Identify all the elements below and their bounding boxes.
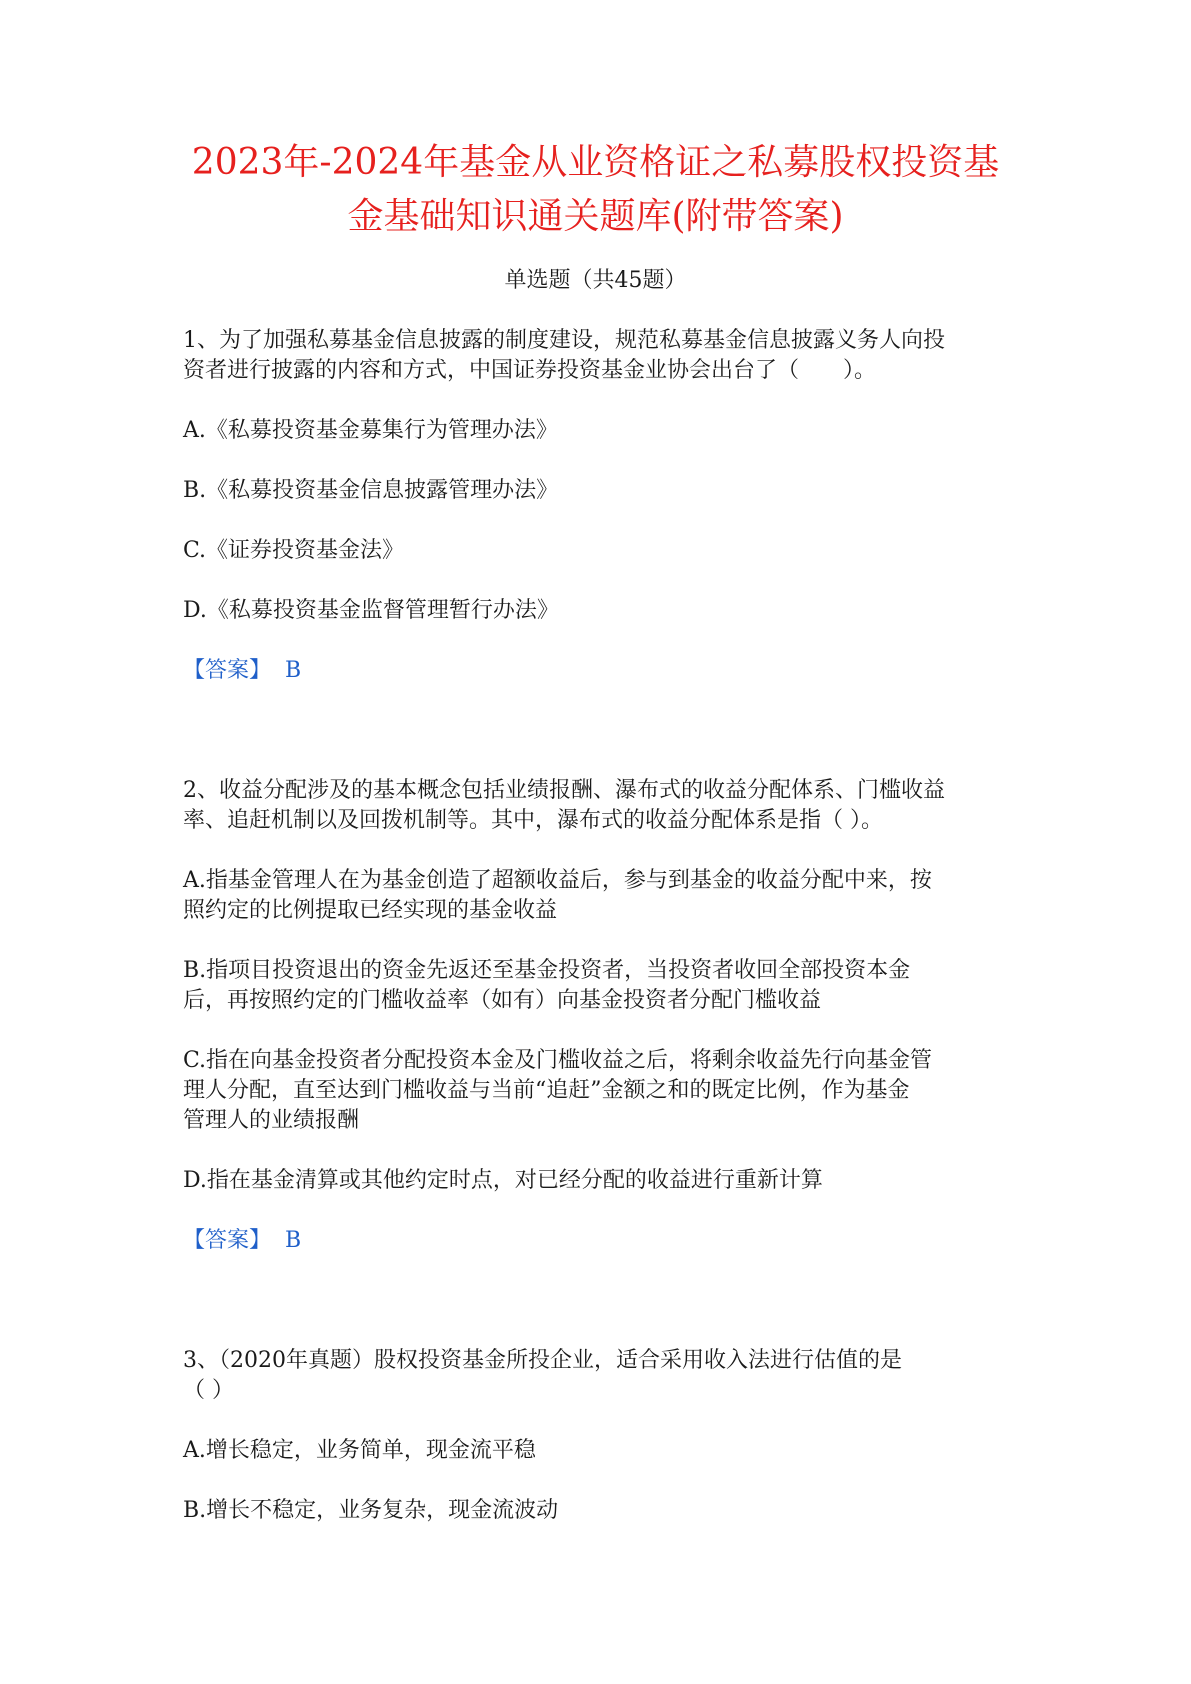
question-stem-line: 率、追赶机制以及回拨机制等。其中，瀑布式的收益分配体系是指（ ）。 [183,808,883,833]
option-a: A.增长稳定，业务简单，现金流平稳 [183,1438,536,1463]
option-d: D.指在基金清算或其他约定时点，对已经分配的收益进行重新计算 [183,1168,823,1193]
question-stem-line: 3、（2020年真题）股权投资基金所投企业，适合采用收入法进行估值的是 [183,1348,902,1373]
answer-line [183,1226,301,1256]
page-title-line-1: 2023年-2024年基金从业资格证之私募股权投资基 [191,142,1000,183]
answer-label: 【答案】 [183,1228,272,1253]
answer-value: B [285,658,302,683]
option-c: C.指在向基金投资者分配投资本金及门槛收益之后，将剩余收益先行向基金管 [183,1048,933,1073]
option-b: B.指项目投资退出的资金先返还至基金投资者，当投资者收回全部投资本金 [183,958,911,983]
page-title-line-2: 金基础知识通关题库(附带答案) [347,196,844,237]
option-b: B.《私募投资基金信息披露管理办法》 [183,478,559,503]
option-c-cont: 理人分配，直至达到门槛收益与当前“追赶”金额之和的既定比例，作为基金 [183,1078,910,1103]
option-b-cont: 后，再按照约定的门槛收益率（如有）向基金投资者分配门槛收益 [183,988,822,1013]
option-a: A.指基金管理人在为基金创造了超额收益后，参与到基金的收益分配中来，按 [183,868,932,893]
question-stem-line: 资者进行披露的内容和方式，中国证券投资基金业协会出台了（ ）。 [183,358,877,383]
question-stem-line: 1、为了加强私募基金信息披露的制度建设，规范私募基金信息披露义务人向投 [183,328,945,353]
option-a: A.《私募投资基金募集行为管理办法》 [183,418,558,443]
question-stem-line: （ ） [183,1378,234,1403]
option-d: D.《私募投资基金监督管理暂行办法》 [183,598,559,623]
option-c: C.《证券投资基金法》 [183,538,405,563]
option-c-cont: 管理人的业绩报酬 [183,1108,360,1133]
option-a-cont: 照约定的比例提取已经实现的基金收益 [183,898,558,923]
option-b: B.增长不稳定，业务复杂，现金流波动 [183,1498,559,1523]
answer-line [183,656,301,686]
section-heading: 单选题（共45题） [504,268,687,293]
answer-value: B [285,1228,302,1253]
question-stem-line: 2、收益分配涉及的基本概念包括业绩报酬、瀑布式的收益分配体系、门槛收益 [183,778,945,803]
answer-label: 【答案】 [183,658,272,683]
page-title [120,136,1071,244]
